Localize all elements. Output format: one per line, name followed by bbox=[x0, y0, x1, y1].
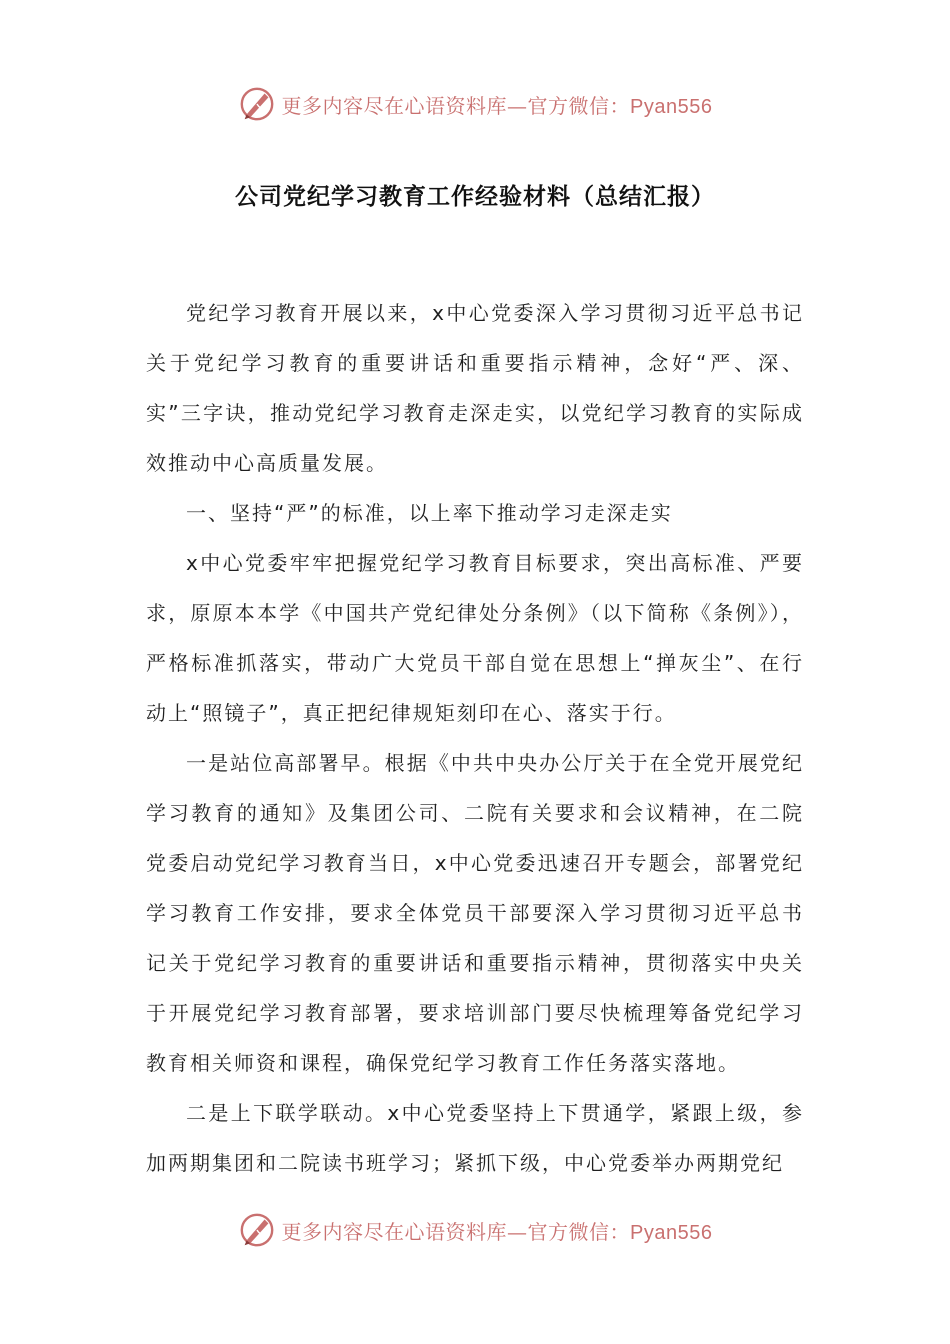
paragraph-section-1: x中心党委牢牢把握党纪学习教育目标要求，突出高标准、严要求，原原本本学《中国共产党纪律处分条例》（以下简称《条例》），严格标准抓落实，带动广大党员干部自觉在思想上“掸灰尘”、在行动上“照镜子”，真正把纪律规矩刻印在心、落实于行。 bbox=[146, 551, 804, 725]
section-heading-1: 一、坚持“严”的标准，以上率下推动学习走深走实 bbox=[186, 501, 673, 525]
paragraph-point-2: 二是上下联学联动。x中心党委坚持上下贯通学，紧跟上级，参加两期集团和二院读书班学习；紧抓下级，中心党委举办两期党纪 bbox=[146, 1101, 804, 1175]
document-body bbox=[146, 288, 804, 1188]
footer-wechat-id: Pyan556 bbox=[630, 1221, 713, 1244]
pen-logo-icon bbox=[238, 85, 276, 123]
document-title: 公司党纪学习教育工作经验材料（总结汇报） bbox=[235, 184, 715, 210]
header-wechat-id: Pyan556 bbox=[630, 95, 713, 118]
footer-watermark-banner bbox=[0, 1208, 950, 1252]
paragraph-intro: 党纪学习教育开展以来，x中心党委深入学习贯彻习近平总书记关于党纪学习教育的重要讲话和重要指示精神，念好“严、深、实”三字诀，推动党纪学习教育走深走实，以党纪学习教育的实际成效推动中心高质量发展。 bbox=[146, 301, 804, 475]
paragraph-point-1: 一是站位高部署早。根据《中共中央办公厅关于在全党开展党纪学习教育的通知》及集团公司、二院有关要求和会议精神，在二院党委启动党纪学习教育当日，x中心党委迅速召开专题会，部署党纪学习教育工作安排，要求全体党员干部要深入学习贯彻习近平总书记关于党纪学习教育的重要讲话和重要指示精神，贯彻落实中央关于开展党纪学习教育部署，要求培训部门要尽快梳理筹备党纪学习教育相关师资和课程，确保党纪学习教育工作任务落实落地。 bbox=[146, 751, 804, 1075]
pen-logo-icon bbox=[238, 1211, 276, 1249]
header-watermark-banner bbox=[0, 82, 950, 126]
header-watermark-text: 更多内容尽在心语资料库—官方微信：Pyan556 bbox=[281, 93, 713, 118]
footer-watermark-text: 更多内容尽在心语资料库—官方微信：Pyan556 bbox=[281, 1219, 713, 1244]
